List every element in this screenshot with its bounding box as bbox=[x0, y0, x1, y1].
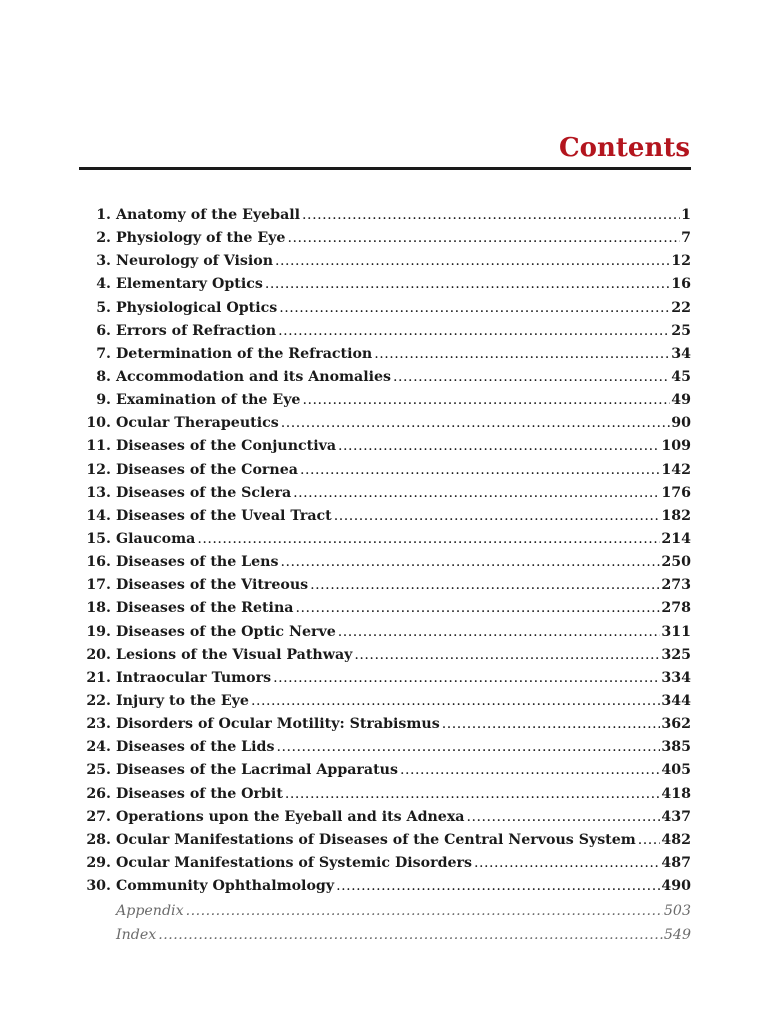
chapter-title: Diseases of the Lacrimal Apparatus bbox=[116, 762, 398, 779]
dot-leader bbox=[338, 438, 660, 454]
chapter-number: 1. bbox=[96, 207, 111, 223]
chapter-title: Anatomy of the Eyeball bbox=[116, 207, 301, 223]
chapter-number: 14. bbox=[86, 507, 111, 524]
dot-leader bbox=[265, 276, 670, 292]
chapter-title: Ocular Manifestations of Diseases of the Central Nervous System bbox=[116, 831, 636, 848]
chapter-title: Injury to the Eye bbox=[116, 692, 249, 709]
toc-entry bbox=[83, 809, 691, 832]
page-number: 273 bbox=[661, 577, 691, 594]
toc-entry bbox=[83, 438, 691, 461]
toc-entry bbox=[83, 415, 691, 438]
chapter-title: Physiological Optics bbox=[116, 299, 278, 316]
chapter-number: 18. bbox=[86, 600, 111, 617]
page-number: 16 bbox=[671, 276, 691, 293]
chapter-title: Diseases of the Orbit bbox=[116, 785, 283, 802]
dot-leader bbox=[186, 903, 663, 919]
dot-leader bbox=[279, 300, 670, 316]
chapter-title: Examination of the Eye bbox=[116, 392, 301, 409]
dot-leader bbox=[251, 693, 660, 709]
toc-entry bbox=[83, 693, 691, 716]
toc-entry bbox=[83, 300, 691, 323]
chapter-number: 4. bbox=[96, 276, 111, 293]
page-number: 549 bbox=[663, 927, 691, 944]
dot-leader bbox=[197, 531, 660, 547]
page-number: 142 bbox=[661, 461, 691, 478]
page-number: 34 bbox=[671, 345, 691, 362]
toc-entry bbox=[83, 253, 691, 276]
chapter-title: Determination of the Refraction bbox=[116, 345, 373, 362]
chapter-title: Diseases of the Lens bbox=[116, 554, 279, 571]
toc-entry bbox=[83, 624, 691, 647]
toc-entry bbox=[83, 554, 691, 577]
page-number: 278 bbox=[661, 600, 691, 617]
chapter-title: Disorders of Ocular Motility: Strabismus bbox=[116, 716, 440, 733]
page-number: 334 bbox=[661, 669, 691, 686]
dot-leader bbox=[280, 554, 660, 570]
dot-leader bbox=[466, 809, 660, 825]
chapter-number: 6. bbox=[96, 322, 111, 339]
toc-entry bbox=[83, 786, 691, 809]
chapter-title: Diseases of the Cornea bbox=[116, 461, 298, 478]
toc-entry bbox=[83, 878, 691, 901]
dot-leader bbox=[400, 762, 660, 778]
dot-leader bbox=[354, 647, 660, 663]
chapter-number: 11. bbox=[86, 438, 111, 455]
toc-entry bbox=[83, 739, 691, 762]
dot-leader bbox=[393, 369, 670, 385]
page-number: 214 bbox=[661, 530, 691, 547]
toc-entry bbox=[83, 832, 691, 855]
page-number: 12 bbox=[671, 253, 691, 270]
page-number: 182 bbox=[661, 507, 691, 524]
dot-leader bbox=[336, 878, 660, 894]
dot-leader bbox=[273, 670, 660, 686]
chapter-title: Ocular Manifestations of Systemic Disorders bbox=[116, 854, 472, 871]
toc-entry bbox=[83, 392, 691, 415]
page-number: 250 bbox=[661, 554, 691, 571]
chapter-title: Diseases of the Uveal Tract bbox=[116, 507, 332, 524]
page-number: 490 bbox=[661, 878, 691, 895]
dot-leader bbox=[338, 624, 661, 640]
chapter-title: Physiology of the Eye bbox=[116, 230, 286, 247]
chapter-number: 21. bbox=[86, 669, 111, 686]
dot-leader bbox=[442, 716, 661, 732]
dot-leader bbox=[293, 485, 660, 501]
chapter-number: 24. bbox=[86, 739, 111, 756]
chapter-number: 16. bbox=[86, 554, 111, 571]
chapter-title: Neurology of Vision bbox=[116, 253, 274, 270]
chapter-title: Operations upon the Eyeball and its Adnexa bbox=[116, 808, 465, 825]
chapter-title: Errors of Refraction bbox=[116, 322, 277, 339]
chapter-number: 29. bbox=[86, 854, 111, 871]
dot-leader bbox=[334, 508, 661, 524]
chapter-list bbox=[83, 207, 691, 901]
page-number: 405 bbox=[661, 762, 691, 779]
dot-leader bbox=[302, 392, 670, 408]
dot-leader bbox=[374, 346, 670, 362]
chapter-title: Ocular Therapeutics bbox=[116, 415, 279, 432]
dot-leader bbox=[638, 832, 661, 848]
chapter-title: Diseases of the Conjunctiva bbox=[116, 438, 337, 455]
chapter-number: 30. bbox=[86, 878, 111, 895]
toc-entry bbox=[83, 462, 691, 485]
chapter-number: 20. bbox=[86, 646, 111, 663]
page-number: 1 bbox=[681, 207, 691, 223]
dot-leader bbox=[474, 855, 660, 871]
toc-entry bbox=[83, 577, 691, 600]
toc-entry bbox=[83, 485, 691, 508]
dot-leader bbox=[287, 230, 680, 246]
dot-leader bbox=[310, 577, 660, 593]
title-rule bbox=[79, 167, 691, 170]
toc-entry bbox=[83, 855, 691, 878]
chapter-number: 19. bbox=[86, 623, 111, 640]
page-number: 482 bbox=[661, 831, 691, 848]
chapter-title: Glaucoma bbox=[116, 530, 196, 547]
page-number: 45 bbox=[671, 368, 691, 385]
dot-leader bbox=[285, 786, 660, 802]
page-number: 7 bbox=[681, 230, 691, 247]
chapter-title: Elementary Optics bbox=[116, 276, 263, 293]
toc-entry bbox=[83, 531, 691, 554]
dot-leader bbox=[281, 415, 671, 431]
chapter-number: 15. bbox=[86, 530, 111, 547]
chapter-title: Diseases of the Retina bbox=[116, 600, 294, 617]
page-number: 22 bbox=[671, 299, 691, 316]
dot-leader bbox=[295, 600, 660, 616]
chapter-number: 13. bbox=[86, 484, 111, 501]
chapter-number: 7. bbox=[96, 345, 111, 362]
chapter-number: 8. bbox=[96, 368, 111, 385]
page-number: 437 bbox=[661, 808, 691, 825]
toc-entry bbox=[83, 716, 691, 739]
dot-leader bbox=[275, 253, 670, 269]
back-matter-title: Appendix bbox=[116, 903, 184, 920]
chapter-title: Accommodation and its Anomalies bbox=[116, 368, 392, 385]
back-matter-entry bbox=[83, 927, 691, 951]
page-number: 109 bbox=[661, 438, 691, 455]
toc-entry bbox=[83, 762, 691, 785]
dot-leader bbox=[302, 207, 680, 223]
chapter-number: 27. bbox=[86, 808, 111, 825]
toc-entry bbox=[83, 346, 691, 369]
dot-leader bbox=[158, 927, 663, 943]
page-number: 503 bbox=[663, 903, 691, 920]
toc-entry bbox=[83, 600, 691, 623]
toc-entry bbox=[83, 647, 691, 670]
page-number: 487 bbox=[661, 854, 691, 871]
chapter-title: Diseases of the Optic Nerve bbox=[116, 623, 336, 640]
page-number: 418 bbox=[661, 785, 691, 802]
toc-entry bbox=[83, 276, 691, 299]
chapter-title: Community Ophthalmology bbox=[116, 878, 335, 895]
chapter-number: 10. bbox=[86, 415, 111, 432]
toc-entry bbox=[83, 670, 691, 693]
chapter-number: 3. bbox=[96, 253, 111, 270]
dot-leader bbox=[300, 462, 660, 478]
toc-entry bbox=[83, 508, 691, 531]
page-number: 25 bbox=[671, 322, 691, 339]
page-number: 90 bbox=[671, 415, 691, 432]
chapter-number: 25. bbox=[86, 762, 111, 779]
chapter-number: 23. bbox=[86, 716, 111, 733]
toc-entry bbox=[83, 230, 691, 253]
back-matter-list bbox=[83, 903, 691, 951]
chapter-title: Diseases of the Lids bbox=[116, 739, 275, 756]
page-number: 385 bbox=[661, 739, 691, 756]
chapter-title: Intraocular Tumors bbox=[116, 669, 272, 686]
chapter-number: 12. bbox=[86, 461, 111, 478]
dot-leader bbox=[278, 323, 670, 339]
toc-entry bbox=[83, 207, 691, 230]
page-number: 325 bbox=[661, 646, 691, 663]
chapter-number: 26. bbox=[86, 785, 111, 802]
chapter-number: 22. bbox=[86, 692, 111, 709]
chapter-number: 2. bbox=[96, 230, 111, 247]
page-number: 49 bbox=[671, 392, 691, 409]
chapter-number: 9. bbox=[96, 392, 111, 409]
chapter-number: 5. bbox=[96, 299, 111, 316]
chapter-number: 17. bbox=[86, 577, 111, 594]
page-number: 311 bbox=[661, 623, 691, 640]
toc-entry bbox=[83, 369, 691, 392]
page-title: Contents bbox=[558, 133, 690, 163]
chapter-title: Diseases of the Vitreous bbox=[116, 577, 309, 594]
toc-entry bbox=[83, 323, 691, 346]
page-number: 362 bbox=[661, 716, 691, 733]
chapter-title: Lesions of the Visual Pathway bbox=[116, 646, 353, 663]
toc-list bbox=[83, 207, 691, 951]
dot-leader bbox=[276, 739, 660, 755]
page-number: 344 bbox=[661, 692, 691, 709]
chapter-title: Diseases of the Sclera bbox=[116, 484, 292, 501]
back-matter-entry bbox=[83, 903, 691, 927]
back-matter-title: Index bbox=[116, 927, 157, 944]
page-number: 176 bbox=[661, 484, 691, 501]
chapter-number: 28. bbox=[86, 831, 111, 848]
